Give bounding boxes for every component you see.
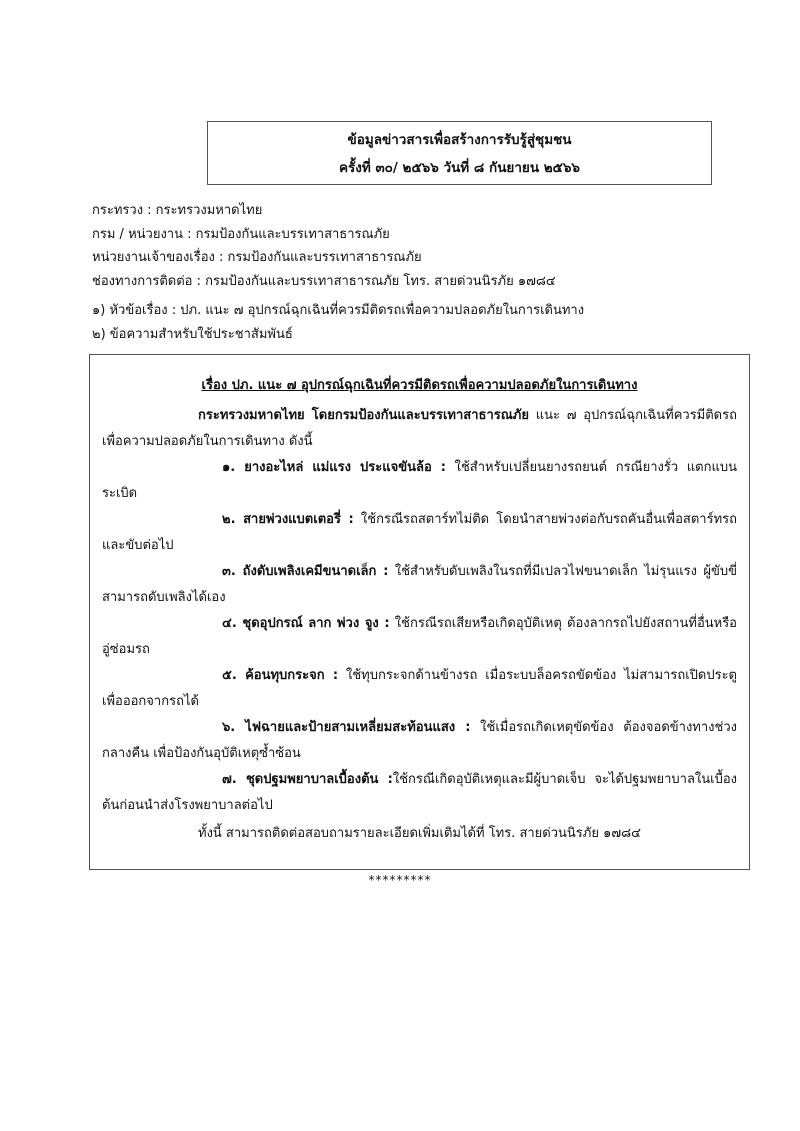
item-3-head: ๓. ถังดับเพลิงเคมีขนาดเล็ก : [222,564,389,579]
item-6-text: ใช้เมื่อรถเกิดเหตุขัดข้อง ต้องจอดข้างทางช่วงกลางคืน เพื่อป้องกันอุบัติเหตุซ้ำซ้อน [102,720,737,761]
meta-section [92,199,772,346]
item-5-text: ใช้ทุบกระจกด้านข้างรถ เมื่อระบบล็อครถขัดข้อง ไม่สามารถเปิดประตูเพื่อออกจากรถได้ [102,668,737,709]
ministry-line: กระทรวง : กระทรวงมหาดไทย [92,203,263,218]
content-box [89,354,750,870]
header-title: ข้อมูลข่าวสารเพื่อสร้างการรับรู้สู่ชุมชน [347,132,572,148]
content-title: เรื่อง ปภ. แนะ ๗ อุปกรณ์ฉุกเฉินที่ควรมีติดรถเพื่อความปลอดภัยในการเดินทาง [201,378,638,393]
department-line: กรม / หน่วยงาน : กรมป้องกันและบรรเทาสาธารณภัย [92,226,390,242]
closing-line: ทั้งนี้ สามารถติดต่อสอบถามรายละเอียดเพิ่มเติมได้ที่ โทร. สายด่วนนิรภัย ๑๗๘๔ [198,826,642,841]
item-2-text: ใช้กรณีรถสตาร์ทไม่ติด โดยนำสายพ่วงต่อกับรถคันอื่นเพื่อสตาร์ทรถและขับต่อไป [102,512,737,553]
item-1 [102,455,737,507]
header-box [207,121,712,185]
owner-unit-line: หน่วยงานเจ้าของเรื่อง : กรมป้องกันและบรรเทาสาธารณภัย [92,250,422,265]
item-5 [102,663,737,715]
contact-line: ช่องทางการติดต่อ : กรมป้องกันและบรรเทาสาธารณภัย โทร. สายด่วนนิรภัย ๑๗๘๔ [92,273,556,289]
item-5-head: ๕. ค้อนทุบกระจก : [222,668,339,683]
item-7-head: ๗. ชุดปฐมพยาบาลเบื้องต้น : [222,772,393,787]
item-6 [102,715,737,767]
subject-line: ๑) หัวข้อเรื่อง : ปภ. แนะ ๗ อุปกรณ์ฉุกเฉินที่ควรมีติดรถเพื่อความปลอดภัยในการเดินทาง [92,303,585,318]
item-3 [102,559,737,611]
item-4-head: ๔. ชุดอุปกรณ์ ลาก พ่วง จูง : [222,616,390,631]
item-7-text: ใช้กรณีเกิดอุบัติเหตุและมีผู้บาดเจ็บ จะได้ปฐมพยาบาลในเบื้องต้นก่อนนำส่งโรงพยาบาลต่อไป [102,772,737,813]
intro-text: แนะ ๗ อุปกรณ์ฉุกเฉินที่ควรมีติดรถเพื่อความปลอดภัยในการเดินทาง ดังนี้ [102,408,737,449]
item-6-head: ๖. ไฟฉายและป้ายสามเหลี่ยมสะท้อนแสง : [222,720,471,735]
item-1-text: ใช้สำหรับเปลี่ยนยางรถยนต์ กรณียางรั่ว แตกแบนระเบิด [102,460,737,501]
item-2 [102,507,737,559]
item-4 [102,611,737,663]
item-2-head: ๒. สายพ่วงแบตเตอรี่ : [222,512,354,527]
footer-stars: ********* [368,873,432,887]
message-label: ๒) ข้อความสำหรับใช้ประชาสัมพันธ์ [92,326,293,342]
item-7 [102,767,737,819]
intro-bold: กระทรวงมหาดไทย โดยกรมป้องกันและบรรเทาสาธารณภัย [198,408,529,423]
item-1-head: ๑. ยางอะไหล่ แม่แรง ประแจขันล้อ : [222,460,447,475]
item-3-text: ใช้สำหรับดับเพลิงในรถที่มีเปลวไฟขนาดเล็ก ไม่รุนแรง ผู้ขับขี่สามารถดับเพลิงได้เอง [102,564,737,605]
header-issue-date: ครั้งที่ ๓๐/ ๒๕๖๖ วันที่ ๘ กันยายน ๒๕๖๖ [338,160,581,176]
intro-paragraph [102,403,737,455]
item-4-text: ใช้กรณีรถเสียหรือเกิดอุบัติเหตุ ต้องลากรถไปยังสถานที่อื่นหรืออู่ซ่อมรถ [102,616,737,657]
